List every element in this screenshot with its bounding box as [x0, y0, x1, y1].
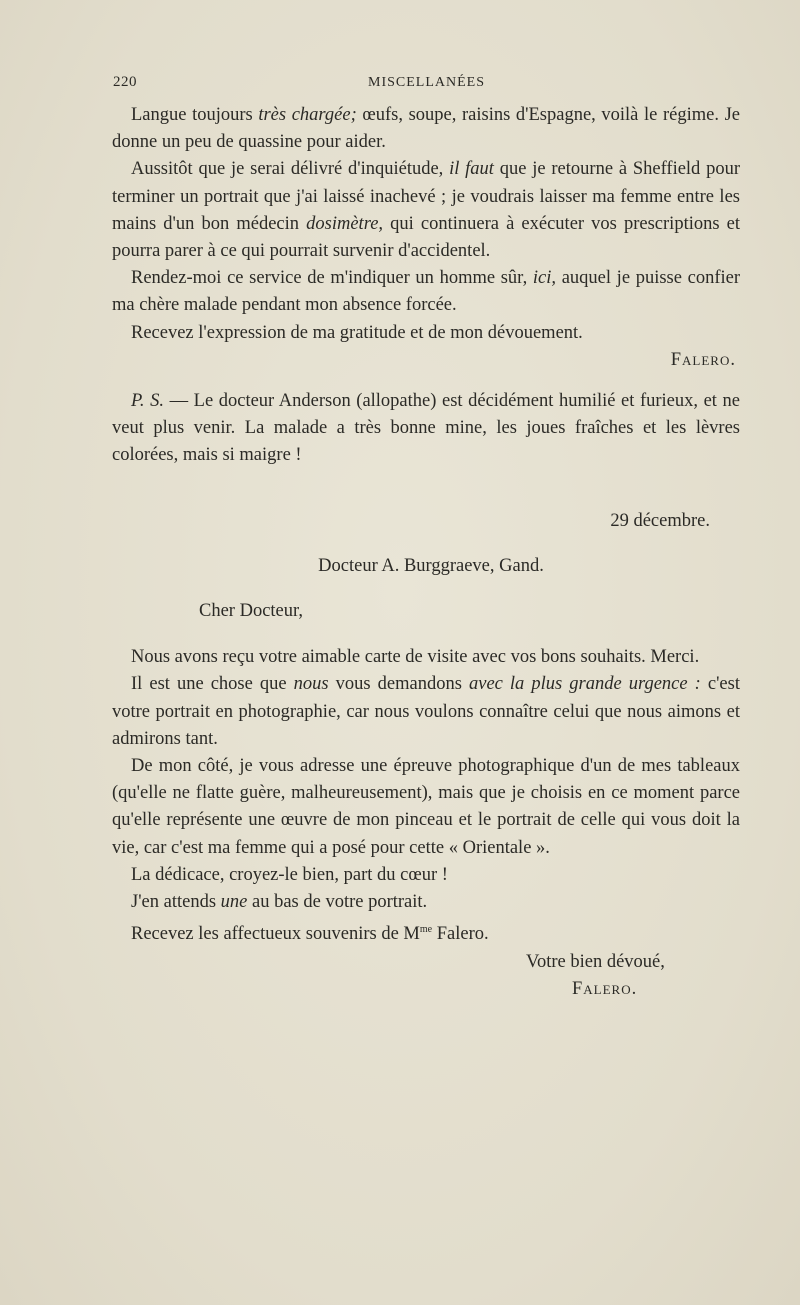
postscript-label: P. S.: [131, 391, 164, 412]
letter1-paragraph-4: Recevez l'expression de ma gratitude et de mon dévouement.: [131, 322, 583, 343]
letter1-paragraph-2: Aussitôt que je serai délivré d'inquiétude, il faut que je retourne à Sheffield pour terminer un portrait que j'ai laissé inachevé ; je voudrais laisser ma femme entre les mains d'un bon médecin dosimètre, qui continuera à exécuter vos prescriptions et pourra parer à ce qui pourrait survenir d'accidentel.: [112, 159, 741, 262]
letter2-date: 29 décembre.: [610, 510, 710, 531]
letter2-paragraph-4: La dédicace, croyez-le bien, part du cœur !: [131, 864, 448, 885]
running-title: MISCELLANÉES: [368, 75, 485, 90]
letter1-paragraph-1: Langue toujours très chargée; œufs, soupe, raisins d'Espagne, voilà le régime. Je donne un peu de quassine pour aider.: [112, 105, 740, 153]
letter2-closing: Votre bien dévoué,: [526, 951, 665, 972]
page-body: [112, 102, 740, 1003]
letter2-addressee: Docteur A. Burggraeve, Gand.: [318, 555, 544, 576]
letter2-paragraph-5: J'en attends une au bas de votre portrait.: [131, 892, 428, 913]
letter2-signature: Falero.: [572, 978, 638, 999]
letter2-paragraph-3: De mon côté, je vous adresse une épreuve photographique d'un de mes tableaux (qu'elle ne flatte guère, malheureusement), mais que je choisis en ce moment parce qu'elle représente une œuvre de mon pinceau et le portrait de celle qui vous doit la vie, car c'est ma femme qui a posé pour cette « Orientale ».: [112, 756, 740, 858]
letter2-paragraph-2: Il est une chose que nous vous demandons avec la plus grande urgence : c'est votre portrait en photographie, car nous voulons connaître celui que nous aimons et admirons tant.: [112, 674, 740, 749]
letter1-paragraph-3: Rendez-moi ce service de m'indiquer un homme sûr, ici, auquel je puisse confier ma chère malade pendant mon absence forcée.: [112, 268, 741, 316]
letter2-paragraph-6: Recevez les affectueux souvenirs de $M^{me}$ Falero.: [131, 924, 489, 945]
postscript: P. S. — Le docteur Anderson (allopathe) est décidément humilié et furieux, et ne veut plus venir. La malade a très bonne mine, les joues fraîches et les lèvres colorées, mais si maigre !: [112, 391, 740, 466]
letter2-salutation: Cher Docteur,: [199, 601, 304, 622]
letter2-paragraph-1: Nous avons reçu votre aimable carte de visite avec vos bons souhaits. Merci.: [131, 647, 700, 668]
page-number: 220: [113, 74, 137, 90]
letter1-signature: Falero.: [670, 349, 736, 370]
